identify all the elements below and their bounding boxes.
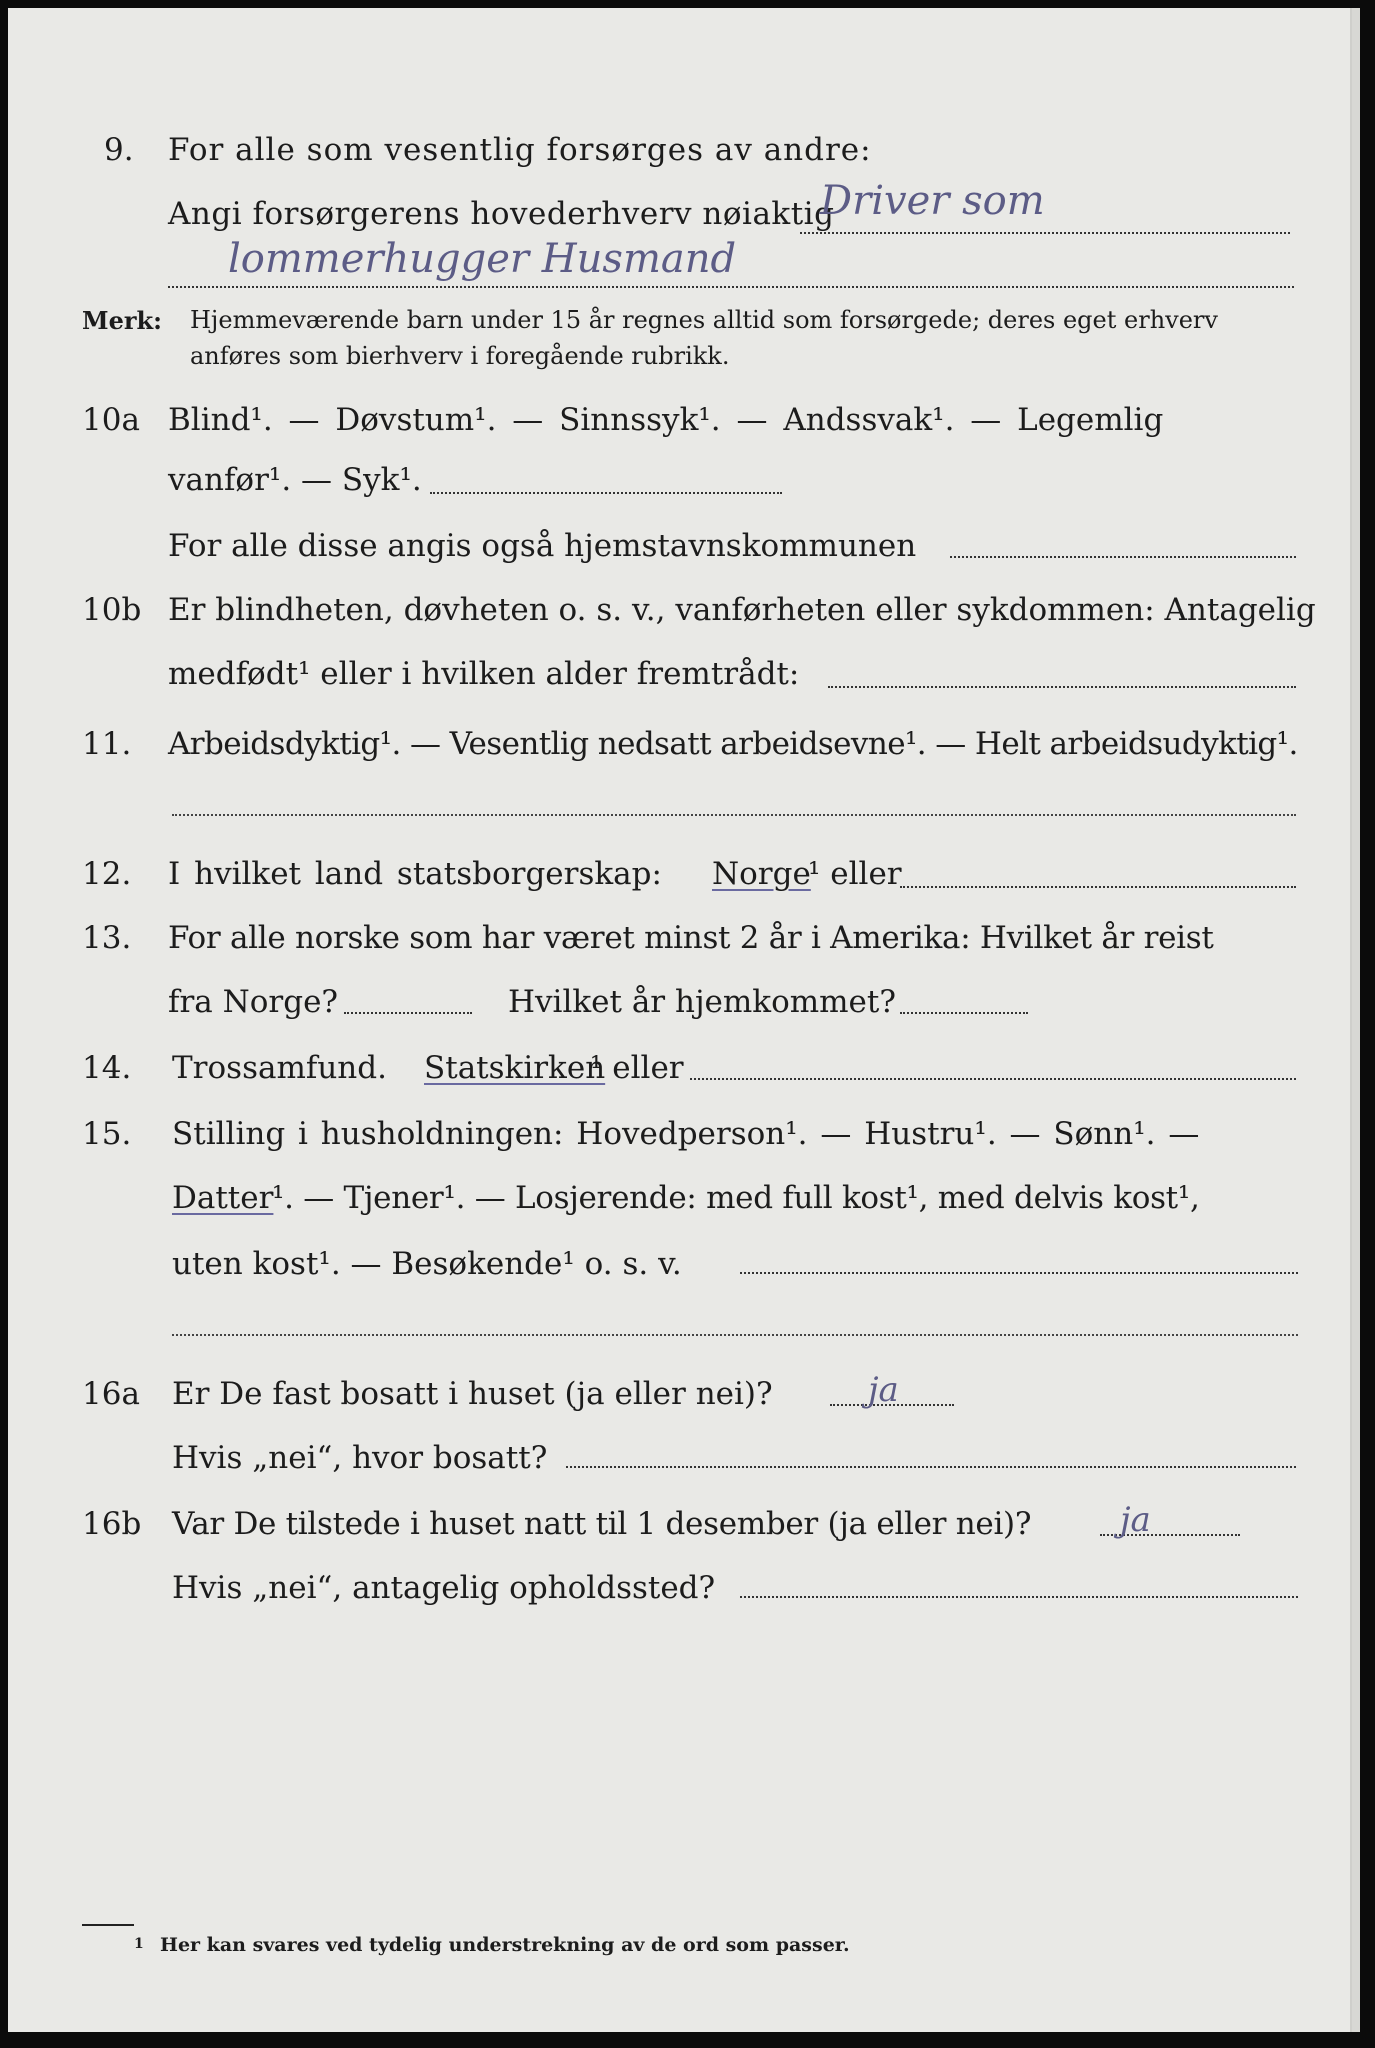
page-edge <box>1352 8 1360 2032</box>
q10b-number: 10b <box>82 592 142 628</box>
q12-country-line <box>900 886 1296 888</box>
q10a-line2: vanfør¹. — Syk¹. <box>168 462 422 498</box>
q9-answer-line1 <box>800 232 1290 234</box>
q9-answer-line2 <box>168 286 1294 288</box>
q15-answer-line <box>172 1334 1298 1336</box>
q9-line2: Angi forsørgerens hovederhverv nøiaktig <box>168 196 835 232</box>
footnote-mark: 1 <box>134 1936 144 1952</box>
q16b-line2: Hvis „nei“, antagelig opholdssted? <box>172 1570 716 1606</box>
q16b-handwritten-answer: ja <box>1120 1500 1151 1540</box>
q10b-line2: medfødt¹ eller i hvilken alder fremtrådt: <box>168 656 800 692</box>
q10b-alder-line <box>828 686 1296 688</box>
q13-line1: For alle norske som har været minst 2 år i Amerika: Hvilket år reist <box>168 920 1214 956</box>
q13-number: 13. <box>82 920 132 956</box>
q15-line3: uten kost¹. — Besøkende¹ o. s. v. <box>172 1246 682 1282</box>
q11-line1: Arbeidsdyktig¹. — Vesentlig nedsatt arbeidsevne¹. — Helt arbeidsudyktig¹. <box>168 726 1298 762</box>
footnote-rule <box>82 1924 134 1926</box>
footnote-text: Her kan svares ved tydelig understrekning av de ord som passer. <box>160 1934 850 1956</box>
q15-line2: ¹. — Tjener¹. — Losjerende: med full kost¹, med delvis kost¹, <box>272 1180 1200 1216</box>
q14-number: 14. <box>82 1050 132 1086</box>
q12-choice-norge: Norge <box>712 856 811 892</box>
q16a-line2: Hvis „nei“, hvor bosatt? <box>172 1440 548 1476</box>
q14-suffix: ¹ eller <box>590 1050 684 1086</box>
q11-answer-line <box>172 814 1296 816</box>
q10a-syk-line <box>430 492 782 494</box>
q16a-number: 16a <box>82 1376 140 1412</box>
q13-line2b: Hvilket år hjemkommet? <box>508 984 896 1020</box>
q13-hjemkommet-line <box>900 1012 1028 1014</box>
merk-line2: anføres som bierhverv i foregående rubrikk. <box>190 342 730 370</box>
q9-line1: For alle som vesentlig forsørges av andre: <box>168 132 872 168</box>
merk-line1: Hjemmeværende barn under 15 år regnes alltid som forsørgede; deres eget erhverv <box>190 306 1218 334</box>
q16a-bosatt-line <box>566 1466 1296 1468</box>
q16a-line1: Er De fast bosatt i huset (ja eller nei)? <box>172 1376 773 1412</box>
q9-handwritten-answer1: Driver som <box>820 178 1045 224</box>
q12-number: 12. <box>82 856 132 892</box>
q15-line1: Stilling i husholdningen: Hovedperson¹. — Hustru¹. — Sønn¹. — <box>172 1116 1200 1152</box>
q15-choice-datter: Datter <box>172 1180 274 1216</box>
q10b-line1: Er blindheten, døvheten o. s. v., vanførheten eller sykdommen: Antagelig <box>168 592 1316 628</box>
q12-suffix: ¹ eller <box>808 856 902 892</box>
q16a-handwritten-answer: ja <box>868 1370 899 1410</box>
q16b-opholdssted-line <box>740 1596 1298 1598</box>
q10a-number: 10a <box>82 402 140 438</box>
q13-reist-line <box>344 1012 472 1014</box>
q13-line2a: fra Norge? <box>168 984 339 1020</box>
q11-number: 11. <box>82 726 132 762</box>
q10a-line3: For alle disse angis også hjemstavnskommunen <box>168 528 917 564</box>
q14-prefix: Trossamfund. <box>172 1050 387 1086</box>
q10a-line1: Blind¹. — Døvstum¹. — Sinnssyk¹. — Andssvak¹. — Legemlig <box>168 402 1164 438</box>
q14-choice-statskirken: Statskirken <box>424 1050 606 1086</box>
q16b-number: 16b <box>82 1506 142 1542</box>
q9-number: 9. <box>104 132 134 168</box>
merk-label: Merk: <box>82 306 162 335</box>
q16b-line1: Var De tilstede i huset natt til 1 desember (ja eller nei)? <box>172 1506 1032 1542</box>
q15-osv-line <box>740 1272 1298 1274</box>
q12-prefix: I hvilket land statsborgerskap: <box>168 856 662 892</box>
q14-trossamfund-line <box>690 1078 1296 1080</box>
q9-handwritten-answer2: lommerhugger Husmand <box>228 236 737 282</box>
q15-number: 15. <box>82 1116 132 1152</box>
q10a-hjemstavn-line <box>950 556 1296 558</box>
